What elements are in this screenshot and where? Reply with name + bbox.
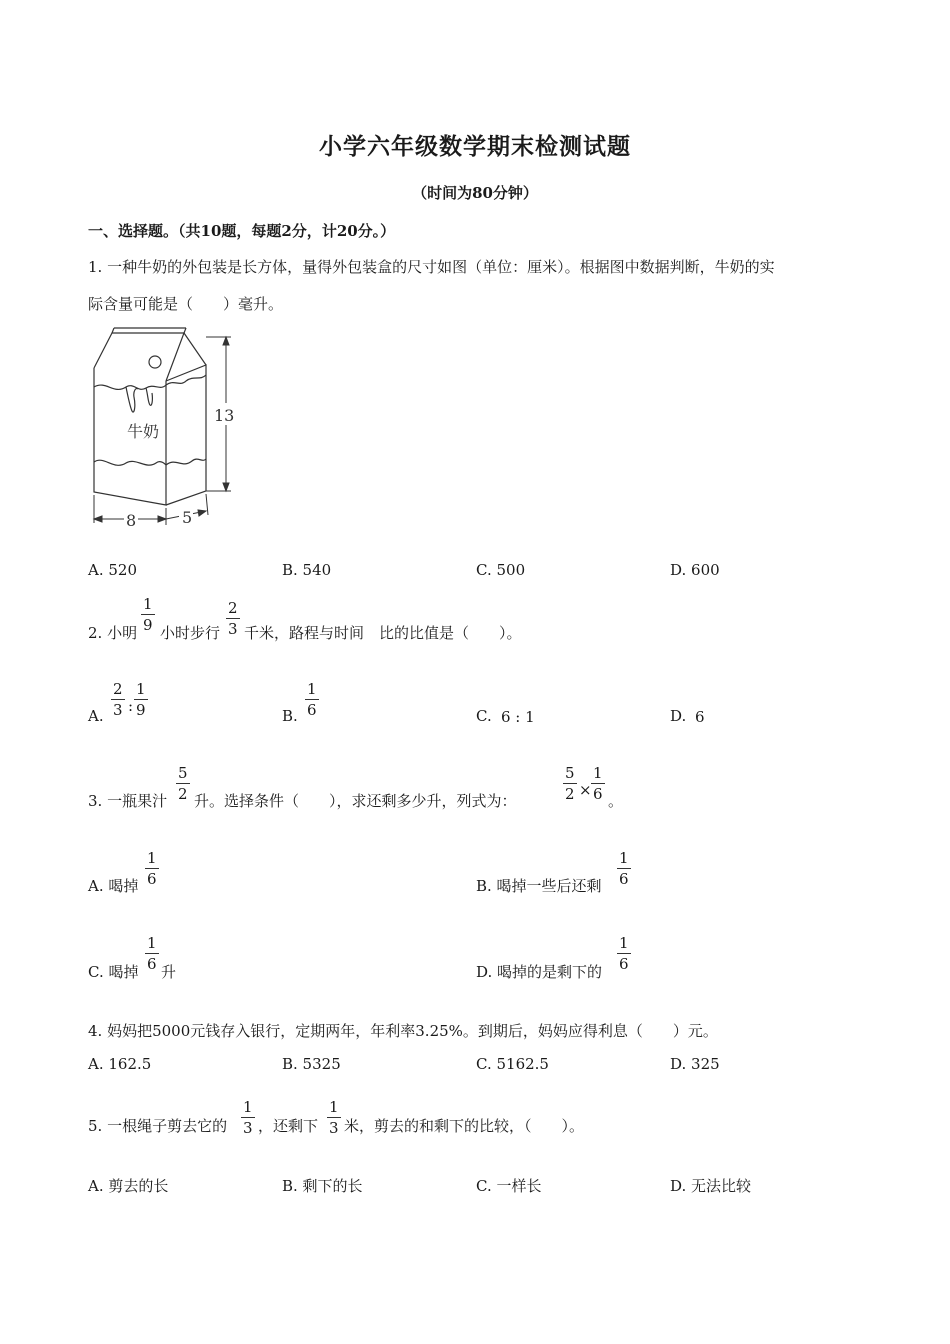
- fraction-bar: [563, 783, 577, 784]
- q5-option-d: D. 无法比较: [670, 1177, 752, 1195]
- question-5-mid: ，还剩下: [258, 1117, 319, 1135]
- question-2-prefix: 2. 小明: [88, 624, 138, 642]
- q2-option-b-fraction: [305, 682, 319, 718]
- q3-option-d: D. 喝掉的是剩下的: [476, 963, 603, 981]
- q4-option-b: B. 5325: [282, 1055, 341, 1073]
- fraction-bar: [617, 868, 631, 869]
- denominator: 9: [143, 616, 153, 634]
- q3-expression-fraction-1: [563, 766, 577, 802]
- fraction-bar: [226, 618, 240, 619]
- fraction-bar: [327, 1117, 341, 1118]
- fraction-bar: [241, 1117, 255, 1118]
- denominator: 3: [113, 701, 123, 719]
- numerator: 1: [329, 1098, 339, 1116]
- q2-option-a-fraction-1: [111, 682, 125, 718]
- figure-length-label: 8: [126, 511, 137, 530]
- question-5-prefix: 5. 一根绳子剪去它的: [88, 1117, 228, 1135]
- fraction-bar: [134, 699, 148, 700]
- numerator: 5: [178, 764, 188, 782]
- denominator: 3: [243, 1119, 253, 1137]
- fraction-bar: [176, 783, 190, 784]
- numerator: 1: [243, 1098, 253, 1116]
- numerator: 1: [619, 934, 629, 952]
- numerator: 1: [136, 680, 146, 698]
- q2-option-c-label: C.: [476, 707, 492, 725]
- q3-option-b-fraction: [617, 851, 631, 887]
- q2-option-d-label: D.: [670, 707, 687, 725]
- figure-carton-label: 牛奶: [127, 422, 160, 441]
- q2-option-a-fraction-2: [134, 682, 148, 718]
- q3-option-c: C. 喝掉: [88, 963, 139, 981]
- numerator: 1: [143, 595, 153, 613]
- q2-fraction-1: [141, 597, 155, 633]
- denominator: 6: [593, 785, 603, 803]
- q2-option-d: 6: [695, 708, 705, 726]
- q2-option-c: 6 : 1: [501, 708, 535, 726]
- q3-option-a-fraction: [145, 851, 159, 887]
- q3-option-c-unit: 升: [161, 963, 177, 981]
- denominator: 6: [619, 870, 629, 888]
- q5-option-b: B. 剩下的长: [282, 1177, 363, 1195]
- denominator: 9: [136, 701, 146, 719]
- fraction-bar: [145, 868, 159, 869]
- question-1-line-2: 际含量可能是（ ）毫升。: [88, 295, 284, 313]
- fraction-bar: [305, 699, 319, 700]
- q2-option-b-label: B.: [282, 707, 298, 725]
- fraction-bar: [617, 953, 631, 954]
- q1-option-a: A. 520: [88, 561, 137, 579]
- denominator: 6: [307, 701, 317, 719]
- figure-height-label: 13: [214, 406, 235, 425]
- page-title: 小学六年级数学期末检测试题: [319, 133, 631, 160]
- milk-carton-figure: [86, 325, 246, 535]
- question-3-mid: 升。选择条件（ ），求还剩多少升，列式为：: [194, 792, 517, 810]
- q5-option-a: A. 剪去的长: [88, 1177, 169, 1195]
- denominator: 2: [565, 785, 575, 803]
- q5-fraction-2: [327, 1100, 341, 1136]
- q3-option-b: B. 喝掉一些后还剩: [476, 877, 602, 895]
- q3-option-c-fraction: [145, 936, 159, 972]
- q2-option-a-label: A.: [88, 707, 104, 725]
- fraction-bar: [141, 614, 155, 615]
- q4-option-a: A. 162.5: [88, 1055, 152, 1073]
- fraction-bar: [591, 783, 605, 784]
- denominator: 6: [619, 955, 629, 973]
- fraction-bar: [145, 953, 159, 954]
- q2-fraction-2: [226, 601, 240, 637]
- question-3-prefix: 3. 一瓶果汁: [88, 792, 168, 810]
- page-subtitle: （时间为80分钟）: [412, 184, 538, 202]
- q3-expression-fraction-2: [591, 766, 605, 802]
- q1-option-d: D. 600: [670, 561, 720, 579]
- q3-end: 。: [608, 792, 624, 810]
- denominator: 3: [228, 620, 238, 638]
- q3-fraction-1: [176, 766, 190, 802]
- question-1-line-1: 1. 一种牛奶的外包装是长方体，量得外包装盒的尺寸如图（单位：厘米）。根据图中数据判断，牛奶的实: [88, 258, 775, 276]
- section-heading: 一、选择题。（共10题，每题2分，计20分。）: [88, 222, 396, 240]
- q4-option-c: C. 5162.5: [476, 1055, 549, 1073]
- denominator: 2: [178, 785, 188, 803]
- q3-times-sign: ×: [579, 781, 592, 799]
- figure-width-label: 5: [182, 508, 193, 527]
- q1-option-c: C. 500: [476, 561, 526, 579]
- denominator: 6: [147, 870, 157, 888]
- denominator: 3: [329, 1119, 339, 1137]
- numerator: 1: [307, 680, 317, 698]
- q2-option-a-colon: :: [128, 697, 134, 715]
- denominator: 6: [147, 955, 157, 973]
- numerator: 1: [147, 849, 157, 867]
- q5-option-c: C. 一样长: [476, 1177, 542, 1195]
- question-5-end: 米，剪去的和剩下的比较，（ ）。: [344, 1117, 585, 1135]
- q3-option-a: A. 喝掉: [88, 877, 139, 895]
- numerator: 1: [593, 764, 603, 782]
- numerator: 1: [619, 849, 629, 867]
- question-4-text: 4. 妈妈把5000元钱存入银行，定期两年，年利率3.25%。到期后，妈妈应得利息（ ）元。: [88, 1022, 718, 1040]
- fraction-bar: [111, 699, 125, 700]
- q3-option-d-fraction: [617, 936, 631, 972]
- numerator: 2: [228, 599, 238, 617]
- numerator: 2: [113, 680, 123, 698]
- q5-fraction-1: [241, 1100, 255, 1136]
- numerator: 1: [147, 934, 157, 952]
- numerator: 5: [565, 764, 575, 782]
- question-2-mid-1: 小时步行: [160, 624, 221, 642]
- question-2-mid-2: 千米，路程与时间 比的比值是（ ）。: [244, 624, 522, 642]
- q1-option-b: B. 540: [282, 561, 332, 579]
- q4-option-d: D. 325: [670, 1055, 720, 1073]
